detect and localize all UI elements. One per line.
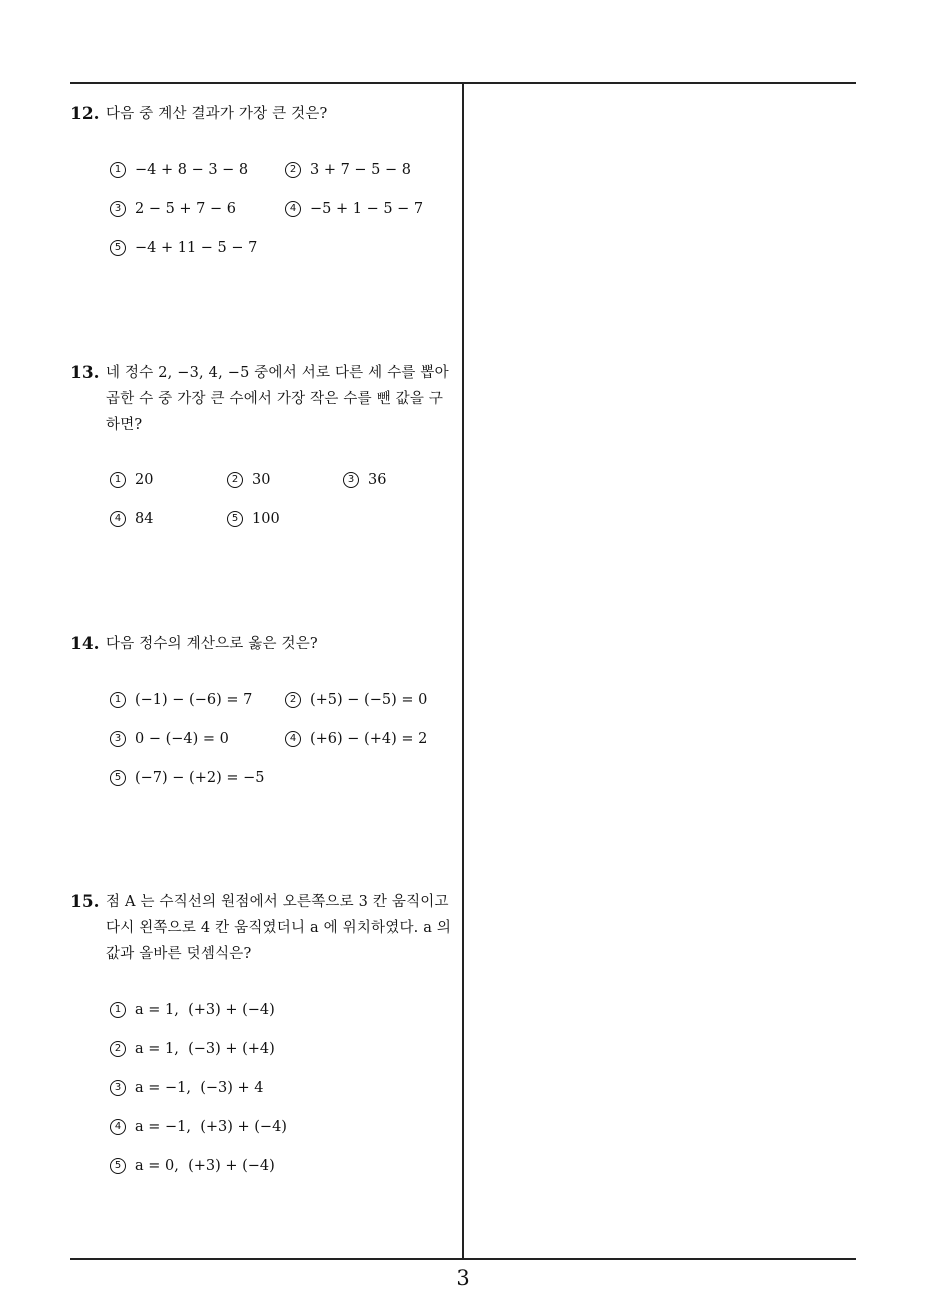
option-text: (+6) − (+4) = 2 [310,731,428,747]
option-text: 0 − (−4) = 0 [135,731,229,747]
question-13 [70,360,456,438]
option-text: a = 1, (+3) + (−4) [135,1002,275,1018]
option-3[interactable] [343,472,386,488]
circled-number-icon: 2 [285,162,301,178]
circled-number-icon: 3 [343,472,359,488]
option-text: a = 0, (+3) + (−4) [135,1158,275,1174]
question-text: 다음 중 계산 결과가 가장 큰 것은? [106,106,328,122]
question-15 [70,889,456,967]
option-text: 100 [252,511,280,527]
option-text: (+5) − (−5) = 0 [310,692,428,708]
option-3[interactable] [110,201,236,217]
question-number: 14. [70,634,100,654]
option-text: −4 + 11 − 5 − 7 [135,240,258,256]
option-3[interactable] [110,731,229,747]
circled-number-icon: 1 [110,692,126,708]
option-text: a = −1, (−3) + 4 [135,1080,264,1096]
option-text: 36 [368,472,387,488]
option-2[interactable] [285,692,427,708]
circled-number-icon: 3 [110,731,126,747]
option-2[interactable] [227,472,270,488]
option-text: (−7) − (+2) = −5 [135,770,265,786]
circled-number-icon: 2 [227,472,243,488]
option-5[interactable] [227,511,280,527]
question-text: 점 A 는 수직선의 원점에서 오른쪽으로 3 칸 움직이고 다시 왼쪽으로 4 칸 움직였더니 a 에 위치하였다. a 의 값과 올바른 덧셈식은? [106,894,452,962]
circled-number-icon: 1 [110,1002,126,1018]
option-4[interactable] [285,731,427,747]
option-5[interactable] [110,770,265,786]
option-1[interactable] [110,472,153,488]
option-1[interactable] [110,1002,275,1018]
option-4[interactable] [285,201,423,217]
circled-number-icon: 3 [110,201,126,217]
option-5[interactable] [110,240,257,256]
question-number: 13. [70,363,100,383]
option-text: −4 + 8 − 3 − 8 [135,162,249,178]
question-14 [70,631,456,657]
option-text: −5 + 1 − 5 − 7 [310,201,424,217]
option-2[interactable] [285,162,411,178]
option-text: (−1) − (−6) = 7 [135,692,253,708]
circled-number-icon: 5 [110,1158,126,1174]
circled-number-icon: 4 [285,731,301,747]
question-12 [70,101,456,127]
option-text: 30 [252,472,271,488]
option-text: 84 [135,511,154,527]
option-4[interactable] [110,1119,287,1135]
question-text: 네 정수 2, −3, 4, −5 중에서 서로 다른 세 수를 뽑아 곱한 수 중 가장 큰 수에서 가장 작은 수를 뺀 값을 구하면? [106,365,449,433]
circled-number-icon: 4 [110,511,126,527]
circled-number-icon: 4 [285,201,301,217]
circled-number-icon: 1 [110,472,126,488]
option-1[interactable] [110,692,252,708]
question-number: 12. [70,104,100,124]
option-text: a = 1, (−3) + (+4) [135,1041,275,1057]
circled-number-icon: 5 [227,511,243,527]
option-4[interactable] [110,511,153,527]
option-1[interactable] [110,162,248,178]
circled-number-icon: 3 [110,1080,126,1096]
option-3[interactable] [110,1080,264,1096]
option-5[interactable] [110,1158,275,1174]
circled-number-icon: 5 [110,240,126,256]
column-divider [462,82,464,1259]
option-text: 2 − 5 + 7 − 6 [135,201,237,217]
page-number: 3 [456,1266,470,1290]
circled-number-icon: 2 [110,1041,126,1057]
option-2[interactable] [110,1041,275,1057]
option-text: 20 [135,472,154,488]
question-number: 15. [70,892,100,912]
option-text: 3 + 7 − 5 − 8 [310,162,412,178]
circled-number-icon: 1 [110,162,126,178]
circled-number-icon: 2 [285,692,301,708]
question-text: 다음 정수의 계산으로 옳은 것은? [106,636,318,652]
bottom-rule [70,1258,856,1260]
option-text: a = −1, (+3) + (−4) [135,1119,287,1135]
circled-number-icon: 4 [110,1119,126,1135]
circled-number-icon: 5 [110,770,126,786]
